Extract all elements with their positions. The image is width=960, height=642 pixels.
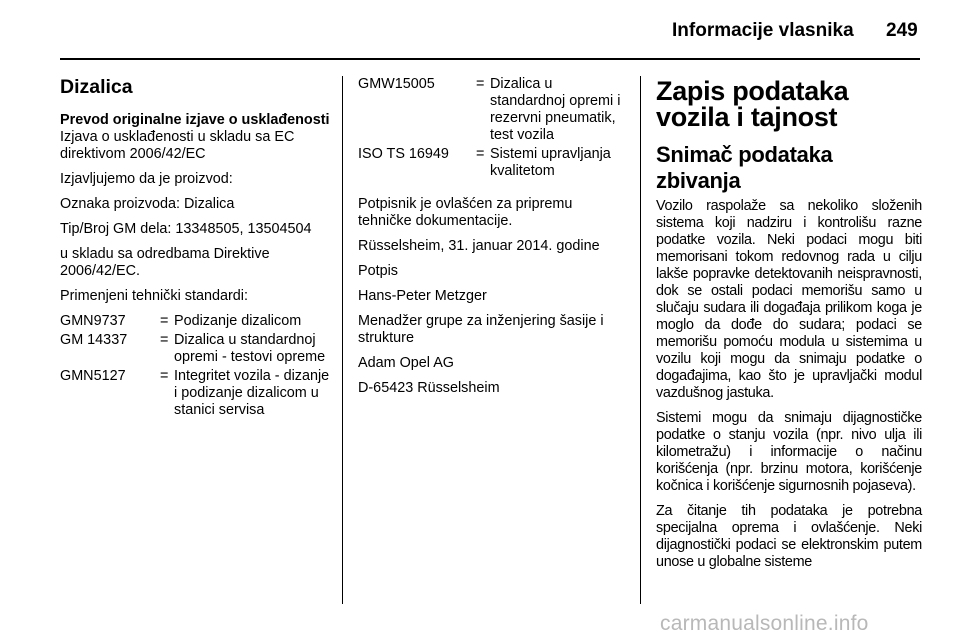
column-divider-2	[640, 76, 641, 604]
standard-description: Integritet vozila - dizanje i podizanje dizalicom u stanici servisa	[174, 368, 330, 418]
table-row	[60, 332, 330, 368]
table-row	[358, 146, 626, 182]
paragraph: u skladu sa odredbama Direktive 2006/42/EC.	[60, 246, 270, 279]
paragraph: Potpisnik je ovlašćen za pripremu tehničke dokumentacije.	[358, 196, 573, 229]
section-title-jack: Dizalica	[60, 76, 133, 98]
equals-sign: =	[476, 76, 485, 92]
equals-sign: =	[160, 313, 169, 329]
paragraph: Za čitanje tih podataka je potrebna specijalna oprema i ovlašćenje. Neki dijagnostički podaci se elektronskim putem unose u globalne sisteme	[656, 503, 922, 570]
subheading-translation: Prevod originalne izjave o usklađenosti	[60, 112, 330, 128]
column-3	[656, 78, 922, 579]
standard-description: Dizalica u standardnoj opremi - testovi opreme	[174, 332, 326, 365]
standard-description: Dizalica u standardnoj opremi i rezervni pneumatik, test vozila	[490, 76, 621, 143]
subheading-event-recorder: Snimač podataka zbivanja	[656, 142, 833, 193]
paragraph: Rüsselsheim, 31. januar 2014. godine	[358, 238, 600, 254]
paragraph: Izjavljujemo da je proizvod:	[60, 171, 233, 187]
paragraph: Tip/Broj GM dela: 13348505, 13504504	[60, 221, 312, 237]
page-header	[0, 0, 960, 58]
column-divider-1	[342, 76, 343, 604]
paragraph: Izjava o usklađenosti u skladu sa EC direktivom 2006/42/EC	[60, 129, 295, 162]
table-row	[60, 313, 330, 332]
standard-code: GM 14337	[60, 332, 128, 348]
table-row	[358, 76, 626, 146]
standard-code: GMN9737	[60, 313, 126, 329]
standard-description: Sistemi upravljanja kvalitetom	[490, 146, 611, 179]
company-address: D-65423 Rüsselsheim	[358, 380, 500, 396]
column-2	[358, 76, 626, 405]
paragraph: Sistemi mogu da snimaju dijagnostičke podatke o stanju vozila (npr. nivo ulja ili kilometražu) i informacije o načinu korišćenja (npr. brzinu motora, korišćenje kočnica i korišćenje sigurnosnih pojaseva).	[656, 410, 922, 494]
header-divider	[60, 58, 920, 60]
standards-table-continued	[358, 76, 626, 182]
standard-code: ISO TS 16949	[358, 146, 449, 162]
company-name: Adam Opel AG	[358, 355, 454, 371]
section-title-data-privacy: Zapis podataka vozila i tajnost	[656, 76, 849, 132]
equals-sign: =	[160, 368, 169, 384]
standards-table	[60, 313, 330, 421]
column-1	[60, 76, 330, 429]
page-number: 249	[886, 20, 918, 41]
signatory-title: Menadžer grupe za inženjering šasije i strukture	[358, 313, 604, 346]
table-row	[60, 368, 330, 421]
paragraph: Primenjeni tehnički standardi:	[60, 288, 248, 304]
watermark: carmanualsonline.info	[660, 612, 869, 635]
signatory-name: Hans-Peter Metzger	[358, 288, 487, 304]
paragraph: Oznaka proizvoda: Dizalica	[60, 196, 235, 212]
paragraph: Vozilo raspolaže sa nekoliko složenih sistema koji nadziru i kontrolišu razne podatke vozila. Neki podaci mogu biti memorisani tokom redovnog rada u cilju lakše popravke detektovanih neispravnosti, dok se ostali podaci memorišu samo u slučaju sudara ili događaja prilikom koga je moglo da dođe do sudara; podaci se memorišu pomoću modula u sistemima u vozilu koji mogu da snimaju podatke o događajima, kao što je upravljački modul vazdušnog jastuka.	[656, 198, 922, 401]
standard-code: GMN5127	[60, 368, 126, 384]
standard-code: GMW15005	[358, 76, 435, 92]
paragraph: Potpis	[358, 263, 398, 279]
standard-description: Podizanje dizalicom	[174, 313, 302, 329]
equals-sign: =	[160, 332, 169, 348]
equals-sign: =	[476, 146, 485, 162]
header-title: Informacije vlasnika	[672, 20, 854, 41]
